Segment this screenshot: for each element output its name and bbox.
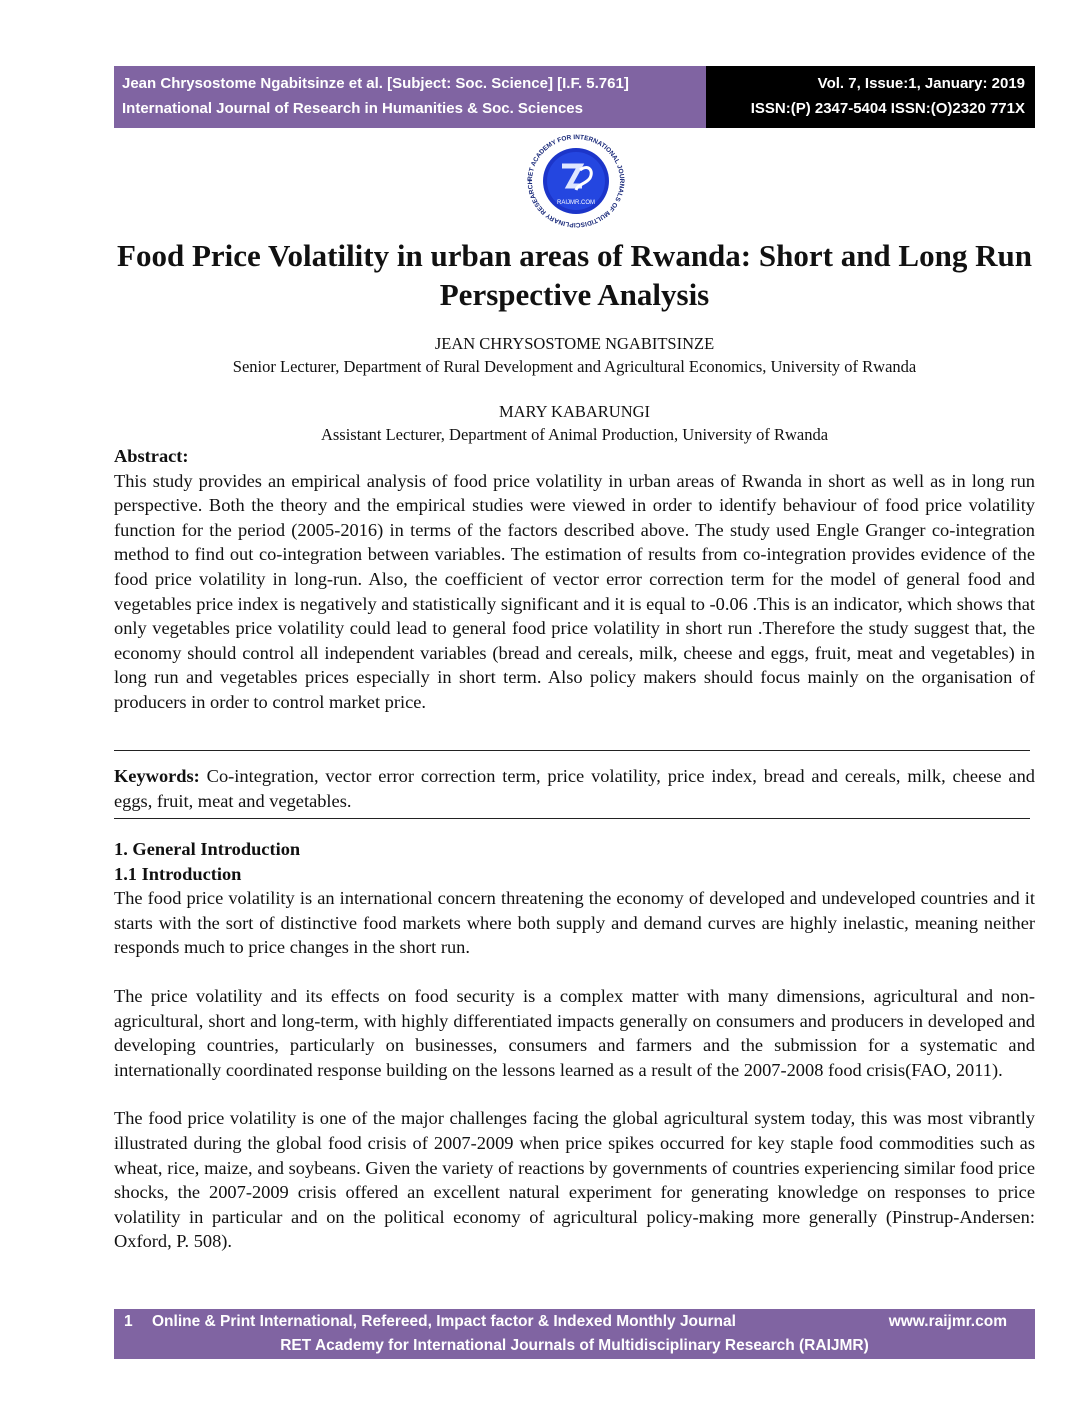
header-right — [706, 66, 1035, 128]
keywords-label: Keywords: — [114, 766, 200, 786]
footer-publisher: RET Academy for International Journals of Multidisciplinary Research (RAIJMR) — [280, 1337, 869, 1354]
raijmr-logo — [522, 134, 630, 228]
divider-top — [114, 750, 1030, 751]
footer-website-link[interactable]: www.raijmr.com — [888, 1313, 1007, 1330]
paragraph-1: The food price volatility is an international concern threatening the economy of developed and undeveloped countries and it starts with the sort of distinctive food markets where both supply and demand curves are highly inelastic, meaning neither responds much to price changes in the short run. — [114, 888, 1035, 958]
header-issn: ISSN:(P) 2347-5404 ISSN:(O)2320 771X — [750, 100, 1025, 117]
author-1-affiliation: Senior Lecturer, Department of Rural Development and Agricultural Economics, University of Rwanda — [232, 357, 917, 376]
divider-bottom — [114, 818, 1030, 819]
paragraph-2: The price volatility and its effects on food security is a complex matter with many dimensions, agricultural and non-agricultural, short and long-term, with highly differentiated impacts generally on consumers and producers in developed and developing countries, particularly on businesses, consumers and farmers and the submission for a systematic and internationally coordinated response building on the lessons learned as a result of the 2007-2008 food crisis(FAO, 2011). — [114, 985, 1035, 1080]
abstract-text: This study provides an empirical analysis of food price volatility in urban areas of Rwanda in short as well as in long run perspective. Both the theory and the empirical studies were viewed in order to identify behaviour of food price volatility function for the period (2005-2016) in terms of the factors described above. The study used Engle Granger co-integration method to find out co-integration between variables. The estimation of results from co-integration provides evidence of the food price volatility in long-run. Also, the coefficient of vector error correction term for the model of general food and vegetables price index is negatively and statistically significant and it is equal to -0.06 .This is an indicator, which shows that only vegetables price volatility could lead to general food price volatility in short run .Therefore the study suggest that, the economy should control all independent variables (bread and cereals, milk, cheese and eggs, fruit, meat and vegetables) in long run and vegetables prices especially in short term. Also policy makers should focus mainly on the organisation of producers in order to control market price. — [114, 470, 1035, 712]
header-left — [114, 66, 706, 128]
journal-footer — [114, 1309, 1035, 1359]
section-introduction — [114, 837, 1035, 1254]
paper-title: Food Price Volatility in urban areas of Rwanda: Short and Long Run Perspective Analysis — [117, 238, 1032, 312]
svg-text:RAIJMR.COM: RAIJMR.COM — [557, 200, 595, 206]
abstract-heading: Abstract: — [114, 446, 189, 466]
page-number: 1 — [124, 1313, 133, 1330]
author-2-affiliation: Assistant Lecturer, Department of Animal Production, University of Rwanda — [320, 425, 829, 444]
header-journal-name: International Journal of Research in Humanities & Soc. Sciences — [122, 100, 583, 117]
keywords — [114, 764, 1035, 813]
header-authors: Jean Chrysostome Ngabitsinze et al. [Subject: Soc. Science] [I.F. 5.761] — [122, 75, 629, 92]
author-2-name: MARY KABARUNGI — [498, 402, 651, 421]
subsection-heading: 1.1 Introduction — [114, 863, 242, 884]
header-volume: Vol. 7, Issue:1, January: 2019 — [817, 75, 1025, 92]
paragraph-3: The food price volatility is one of the major challenges facing the global agricultural system today, this was most vibrantly illustrated during the global food crisis of 2007-2009 when price spikes occurred for key staple food commodities such as wheat, rice, maize, and soybeans. Given the variety of reactions by governments of countries experiencing similar food price shocks, the 2007-2009 crisis offered an excellent natural experiment for generating knowledge on responses to price volatility in particular and on the political economy of agricultural policy-making more generally (Pinstrup-Andersen: Oxford, P. 508). — [114, 1108, 1035, 1252]
keywords-text: Co-integration, vector error correction term, price volatility, price index, bread and cereals, milk, cheese and eggs, fruit, meat and vegetables. — [114, 766, 1035, 811]
svg-text:RET ACADEMY FOR INTERNATIONAL: RET ACADEMY FOR INTERNATIONAL JOURNALS OF MULTIDISCIPLINARY RESEARCH — [526, 134, 626, 228]
abstract — [114, 444, 1035, 715]
journal-header — [114, 66, 1035, 128]
author-1-name: JEAN CHRYSOSTOME NGABITSINZE — [434, 334, 715, 353]
section-heading: 1. General Introduction — [114, 839, 301, 859]
footer-journal-type: Online & Print International, Refereed, Impact factor & Indexed Monthly Journal — [152, 1313, 736, 1330]
